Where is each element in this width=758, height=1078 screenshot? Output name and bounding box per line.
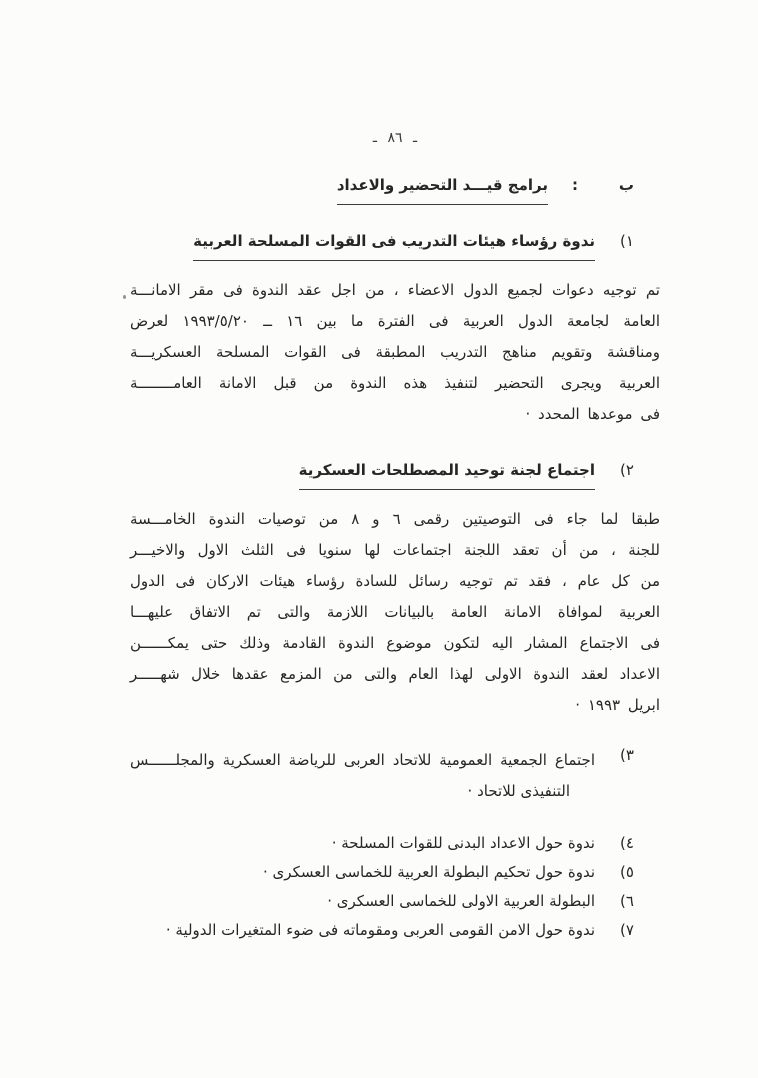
numbered-item-1 <box>130 231 660 261</box>
text-line: فى موعدها المحدد · <box>525 405 660 423</box>
section-marker-colon: : <box>572 176 578 194</box>
text-line: العربية ويجرى التحضير لتنفيذ هذه الندوة من قبل الامانة العامــــــــة <box>130 374 660 392</box>
list-item <box>130 829 660 858</box>
text-line: ابريل ١٩٩٣ · <box>575 696 660 714</box>
text-line: طبقا لما جاء فى التوصيتين رقمى ٦ و ٨ من توصيات الندوة الخامـــسة <box>130 510 661 528</box>
item-1-title-wrap <box>130 231 595 261</box>
list-item <box>130 916 660 945</box>
text-line: تم توجيه دعوات لجميع الدول الاعضاء ، من اجل عقد الندوة فى مقر الامانـــة <box>130 281 660 299</box>
text-line: اجتماع الجمعية العمومية للاتحاد العربى للرياضة العسكرية والمجلــــــس <box>130 751 595 769</box>
item-1-title: ندوة رؤساء هيئات التدريب فى القوات المسلحة العربية <box>193 231 595 261</box>
paragraph-2 <box>130 504 660 721</box>
numbered-item-3 <box>130 745 660 807</box>
text-line: الاعداد لعقد الندوة الاولى لهذا العام والتى من المزمع عقدها خلال شهـــــر <box>130 665 660 683</box>
section-marker <box>572 175 634 195</box>
scan-speck <box>123 295 126 299</box>
item-7-text: ندوة حول الامن القومى العربى ومقوماته فى ضوء المتغيرات الدولية · <box>165 921 595 939</box>
numbered-item-2 <box>130 460 660 490</box>
text-line: للجنة ، من أن تعقد اللجنة اجتماعات لها سنويا فى الثلث الاول والاخيـــر <box>130 541 660 559</box>
text-line: العامة لجامعة الدول العربية فى الفترة ما بين ١٦ ــ ١٩٩٣/٥/٢٠ لعرض <box>130 312 660 330</box>
item-6-number: ٦) <box>620 892 634 910</box>
page-title: برامج قيـــد التحضير والاعداد <box>337 175 548 205</box>
item-5-text: ندوة حول تحكيم البطولة العربية للخماسى العسكرى · <box>263 863 595 881</box>
paragraph-1 <box>130 275 660 430</box>
section-marker-letter: ب <box>618 176 634 194</box>
text-line: من كل عام ، فقد تم توجيه رسائل للسادة رؤساء هيئات الاركان فى الدول <box>130 572 660 590</box>
list-item <box>130 858 660 887</box>
item-4-number: ٤) <box>620 834 634 852</box>
page-content <box>130 0 660 945</box>
numbered-list <box>130 829 660 945</box>
item-2-title-wrap <box>130 460 595 490</box>
item-2-number: ٢) <box>620 461 634 479</box>
page-number: ـ ٨٦ ـ <box>372 130 418 146</box>
item-2-title: اجتماع لجنة توحيد المصطلحات العسكرية <box>299 460 595 490</box>
item-3-text <box>130 745 595 807</box>
item-5-number: ٥) <box>620 863 634 881</box>
text-line: التنفيذى للاتحاد · <box>467 782 570 800</box>
item-3-number: ٣) <box>620 746 634 764</box>
text-line: ومناقشة وتقويم مناهج التدريب المطبقة فى القوات المسلحة العسكريـــة <box>130 343 660 361</box>
item-4-text: ندوة حول الاعداد البدنى للقوات المسلحة · <box>331 834 595 852</box>
text-line: فى الاجتماع المشار اليه لتكون موضوع الندوة القادمة وذلك حتى يمكــــــن <box>130 634 660 652</box>
item-1-number: ١) <box>620 232 634 250</box>
item-6-text: البطولة العربية الاولى للخماسى العسكرى · <box>327 892 595 910</box>
list-item <box>130 887 660 916</box>
section-heading-row <box>130 175 660 205</box>
text-line: العربية لموافاة الامانة العامة بالبيانات اللازمة والتى تم الاتفاق عليهـــا <box>130 603 660 621</box>
item-7-number: ٧) <box>620 921 634 939</box>
